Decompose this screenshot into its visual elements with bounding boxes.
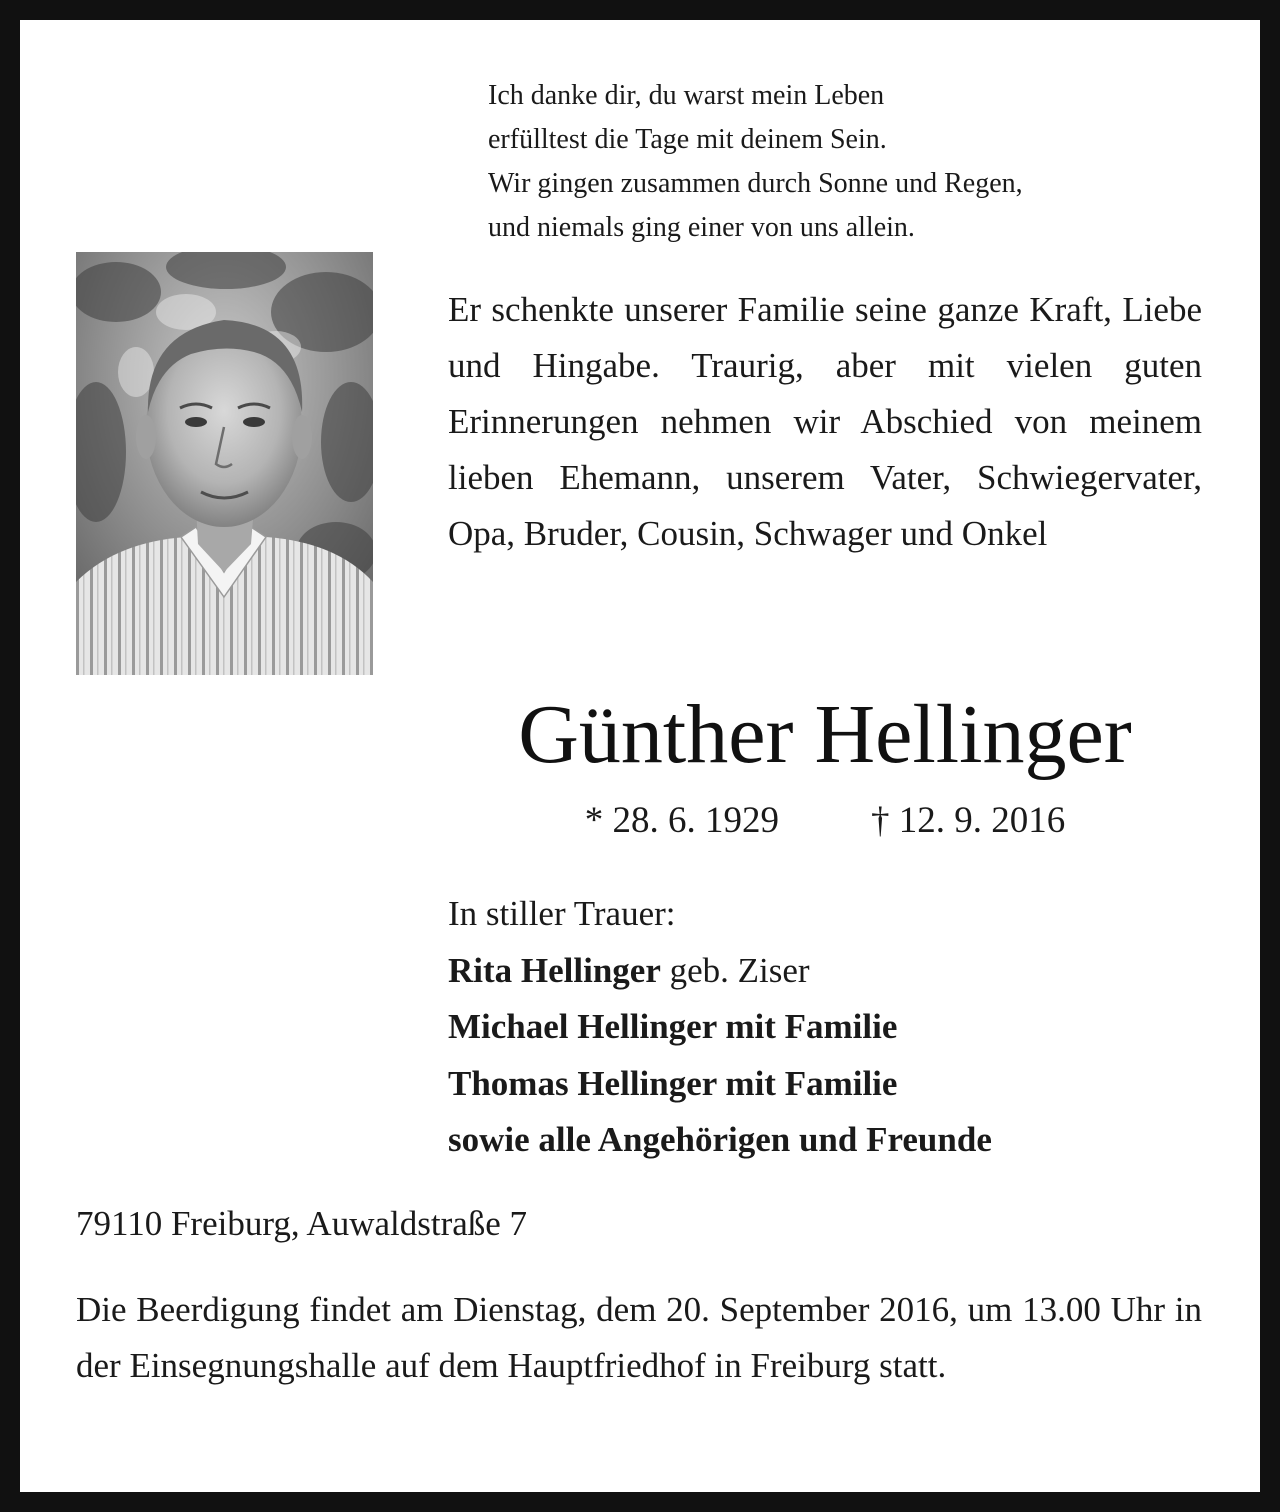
portrait-photo <box>76 252 373 675</box>
intro-paragraph: Er schenkte unserer Familie seine ganze Kraft, Liebe und Hingabe. Traurig, aber mit vielen guten Erinnerungen nehmen wir Abschied von meinem lieben Ehemann, unserem Vater, Schwiegervater, Opa, Bruder, Cousin, Schwager und Onkel <box>448 290 1202 553</box>
poem-line: und niemals ging einer von uns allein. <box>488 212 915 243</box>
mourner-line: Thomas Hellinger mit Familie <box>448 1063 898 1103</box>
mourner-suffix: geb. Ziser <box>660 950 810 990</box>
poem-line: Ich danke dir, du warst mein Leben <box>488 80 885 111</box>
birth-date: * 28. 6. 1929 <box>584 800 779 841</box>
mourner-line: Michael Hellinger mit Familie <box>448 1007 898 1046</box>
funeral-notice: Die Beerdigung findet am Dienstag, dem 20. September 2016, um 13.00 Uhr in der Einsegnungshalle auf dem Hauptfriedhof in Freiburg statt. <box>76 1290 1202 1385</box>
poem <box>488 74 1248 250</box>
deceased-name: Günther Hellinger <box>518 688 1132 781</box>
life-dates <box>448 796 1202 846</box>
poem-line: Wir gingen zusammen durch Sonne und Regen, <box>488 168 1023 199</box>
address: 79110 Freiburg, Auwaldstraße 7 <box>76 1204 528 1243</box>
mourner-line <box>448 943 1208 1000</box>
poem-line: erfülltest die Tage mit deinem Sein. <box>488 124 887 155</box>
mourners-heading: In stiller Trauer: <box>448 894 676 933</box>
mourners-block <box>448 886 1208 1169</box>
mourner-name: Rita Hellinger <box>448 950 661 990</box>
death-date: † 12. 9. 2016 <box>871 800 1066 841</box>
mourner-line: sowie alle Angehörigen und Freunde <box>448 1120 992 1159</box>
